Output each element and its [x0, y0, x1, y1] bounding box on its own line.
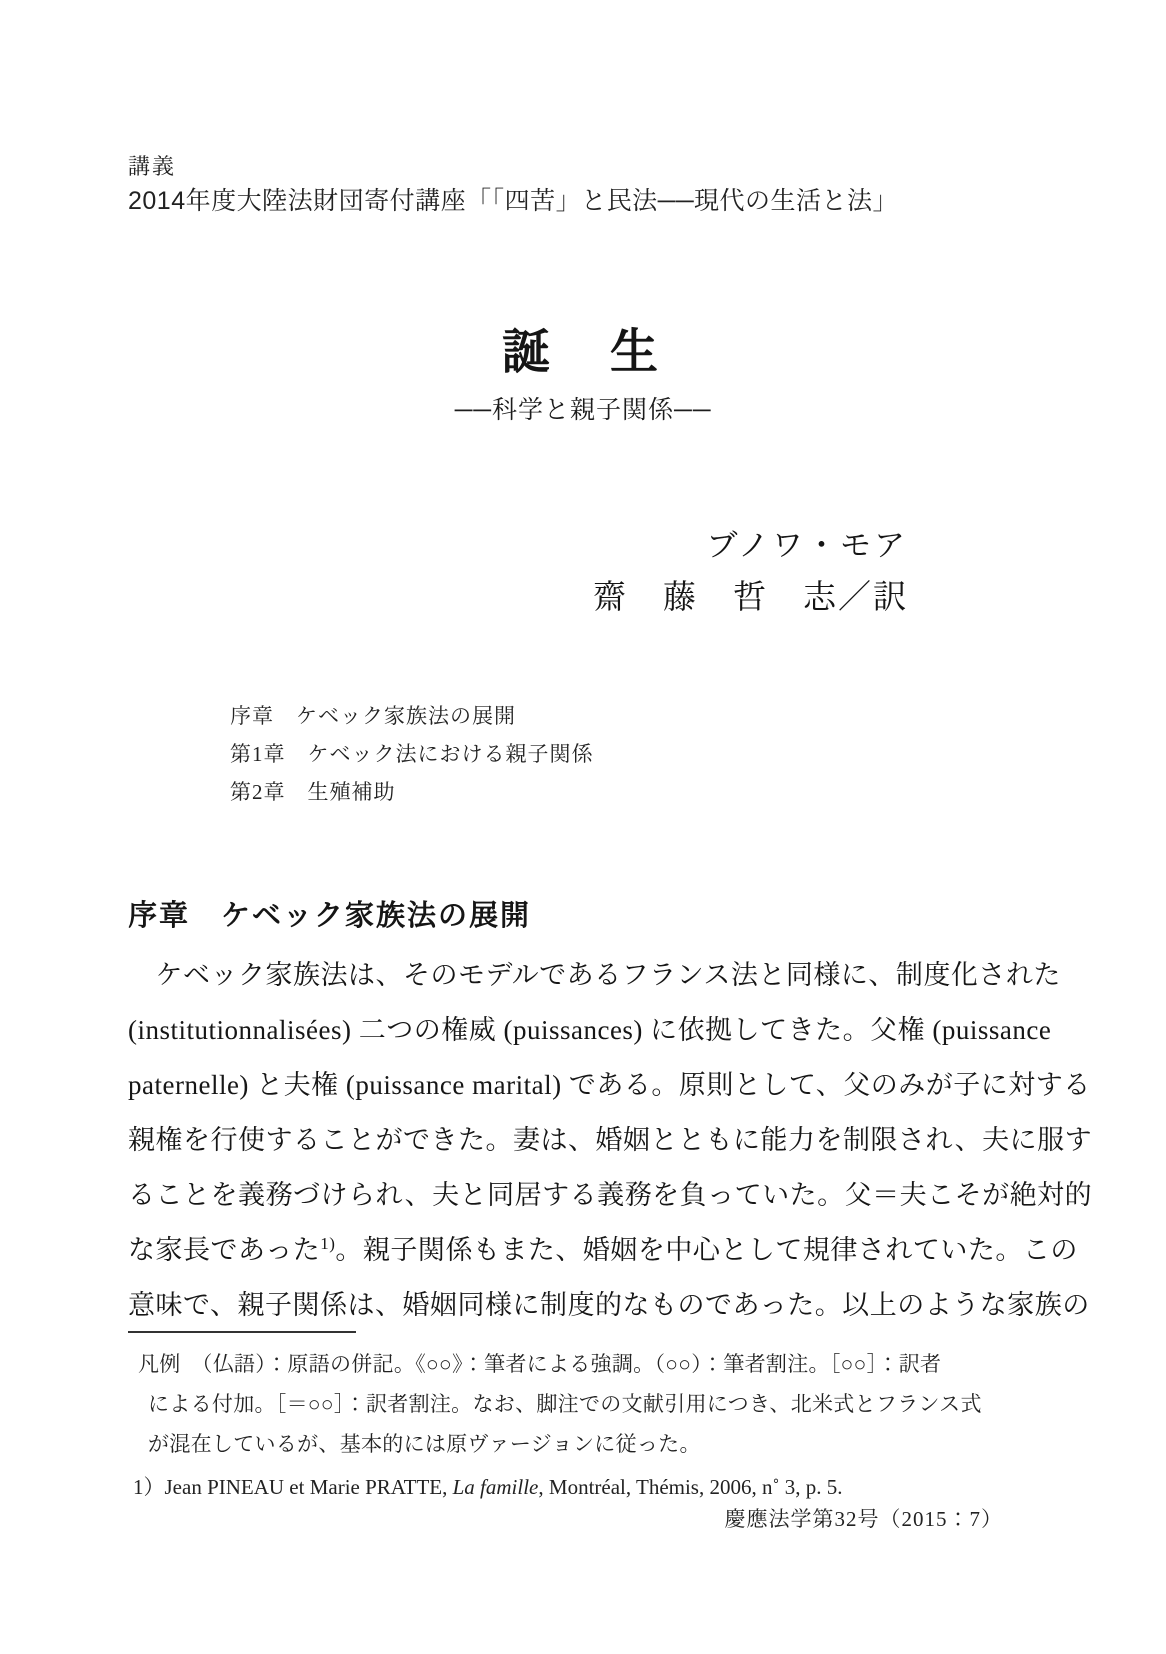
toc-item-intro: 序章 ケベック家族法の展開 — [230, 704, 516, 728]
table-of-contents — [230, 697, 1038, 811]
legend-note-line: が混在しているが、基本的には原ヴァージョンに従った。 — [148, 1432, 701, 1456]
body-line: paternelle) と夫権 (puissance marital) である。原則として、父のみが子に対する — [128, 1070, 1091, 1100]
body-line: 意味で、親子関係は、婚姻同様に制度的なものであった。以上のような家族の — [128, 1290, 1090, 1320]
body-line-text: 。親子関係もまた、婚姻を中心として規律されていた。この — [335, 1235, 1078, 1265]
footnote-block — [133, 1344, 1046, 1507]
legend-note-line: 凡例 （仏語）：原語の併記。《○○》：筆者による強調。（○○）：筆者割注。［○○］：訳者 — [138, 1352, 942, 1376]
journal-footer: 慶應法学第32号（2015：7） — [724, 1507, 1003, 1531]
body-line: 親権を行使することができた。妻は、婚姻とともに能力を制限され、夫に服す — [128, 1125, 1093, 1155]
title-block — [0, 322, 1166, 426]
author-name: ブノワ・モア — [706, 528, 908, 563]
footnote-1-marker: 1） — [133, 1475, 165, 1499]
section-heading: 序章 ケベック家族法の展開 — [128, 900, 532, 932]
genre-label: 講義 — [128, 154, 177, 179]
footnote-1-text: Jean PINEAU et Marie PRATTE, — [164, 1475, 453, 1499]
body-paragraph — [128, 948, 1093, 1333]
footnote-reference: 1) — [320, 1234, 336, 1253]
legend-note-line: による付加。［＝○○］：訳者割注。なお、脚注での文献引用につき、北米式とフランス式 — [148, 1392, 982, 1416]
article-subtitle: ──科学と親子関係── — [454, 397, 712, 424]
body-line-text: な家長であった — [128, 1235, 321, 1265]
footnote-separator — [128, 1331, 356, 1333]
course-title: 2014年度大陸法財団寄付講座「「四苦」と民法──現代の生活と法」 — [128, 187, 899, 215]
footnote-1-text: , Montréal, Thémis, 2006, n˚ 3, p. 5. — [538, 1475, 843, 1499]
body-line: ることを義務づけられ、夫と同居する義務を負っていた。父＝夫こそが絶対的 — [128, 1180, 1093, 1210]
article-title: 誕 生 — [501, 326, 664, 379]
toc-item-chapter1: 第1章 ケベック法における親子関係 — [230, 742, 594, 766]
page-header — [128, 152, 1038, 220]
author-block — [128, 524, 908, 628]
body-line: (institutionnalisées) 二つの権威 (puissances) に依拠してきた。父権 (puissance — [128, 1015, 1052, 1045]
body-line — [128, 1223, 1078, 1278]
toc-item-chapter2: 第2章 生殖補助 — [230, 780, 396, 804]
body-line: ケベック家族法は、そのモデルであるフランス法と同様に、制度化された — [128, 960, 1061, 990]
footnote-1-book-title: La famille — [452, 1475, 539, 1499]
footnote-1 — [133, 1467, 1046, 1507]
translator-name: 齋 藤 哲 志／訳 — [593, 580, 908, 616]
